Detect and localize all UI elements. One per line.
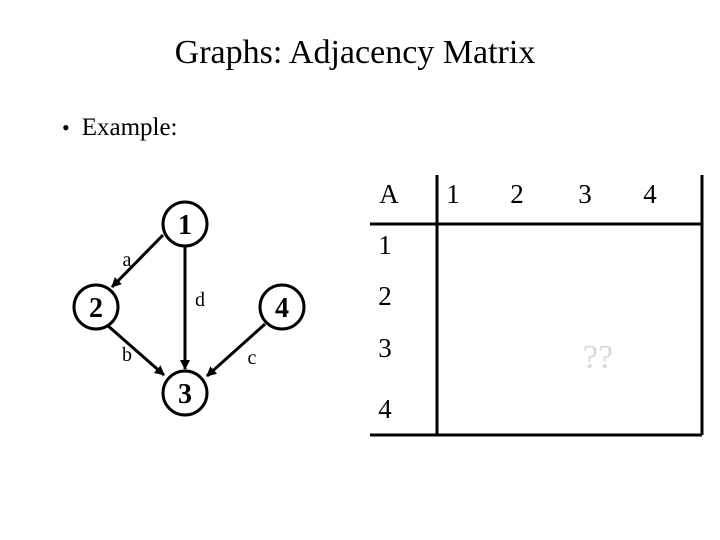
graph-node-1: [163, 202, 207, 246]
edge-label-a: a: [122, 249, 132, 271]
matrix-row-header-2: 2: [378, 281, 392, 311]
matrix-col-header-4: 4: [643, 179, 657, 209]
bullet-text: Example:: [81, 114, 178, 141]
graph-node-3: [163, 371, 207, 415]
edge-label-b: b: [122, 344, 132, 366]
graph-node-2: [74, 285, 118, 329]
graph-node-4: [260, 285, 304, 329]
matrix-col-header-1: 1: [446, 179, 460, 209]
matrix-corner-label: A: [379, 179, 399, 209]
matrix-placeholder: ??: [582, 339, 614, 376]
matrix-row-header-4: 4: [378, 394, 392, 424]
edge-b-line: [107, 325, 164, 375]
node-label-4: 4: [275, 293, 289, 324]
matrix-col-header-2: 2: [510, 179, 524, 209]
node-label-3: 3: [178, 379, 192, 410]
edge-a-line: [112, 235, 163, 287]
edge-label-d: d: [195, 289, 205, 311]
slide-title: Graphs: Adjacency Matrix: [174, 34, 536, 71]
matrix-row-header-1: 1: [378, 230, 392, 260]
bullet-dot-icon: •: [62, 115, 70, 140]
matrix-col-header-3: 3: [578, 179, 592, 209]
matrix-row-header-3: 3: [378, 333, 392, 363]
node-label-1: 1: [178, 210, 192, 241]
edge-label-c: c: [247, 347, 257, 369]
node-label-2: 2: [89, 293, 103, 324]
